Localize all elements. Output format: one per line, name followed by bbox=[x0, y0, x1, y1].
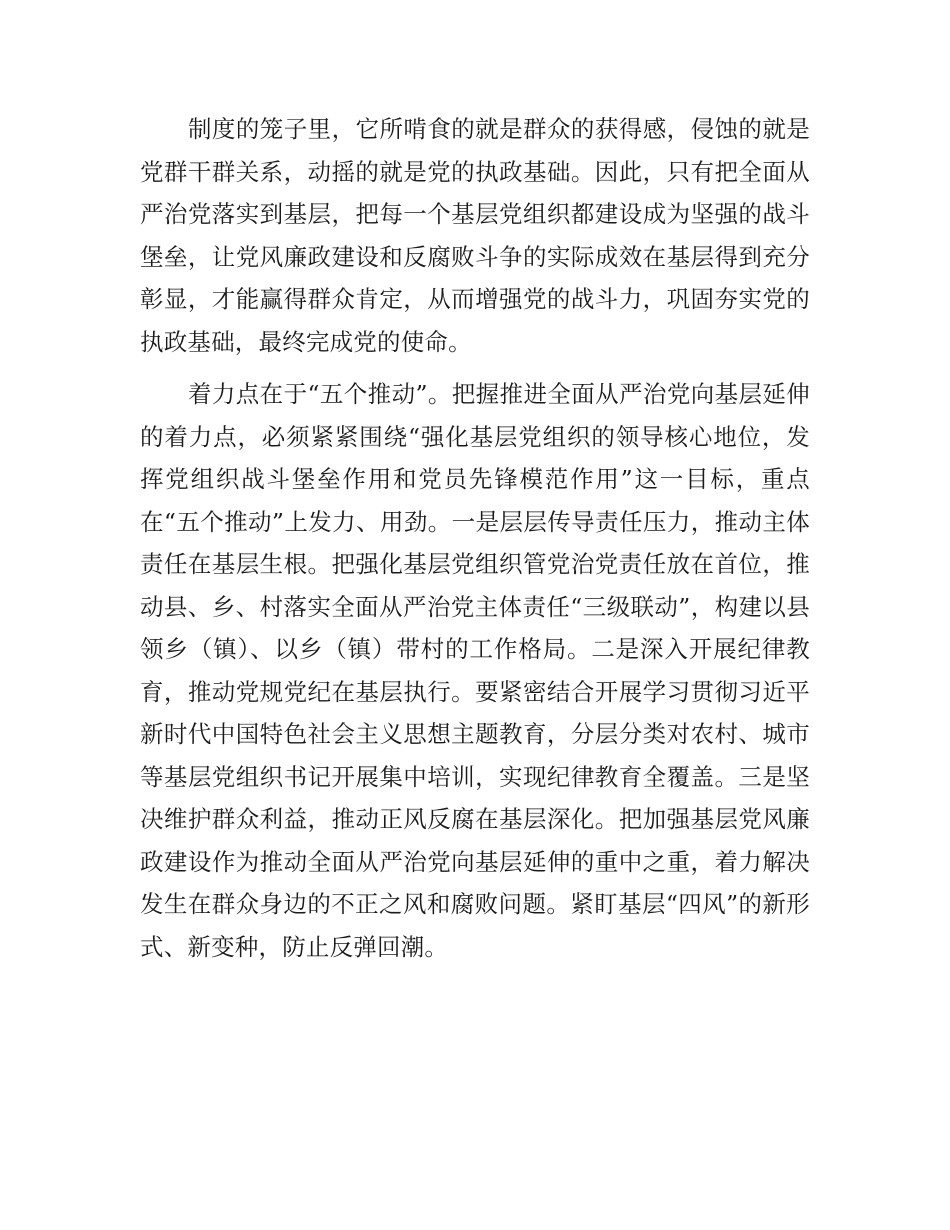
paragraph-2: 着力点在于“五个推动”。把握推进全面从严治党向基层延伸的着力点，必须紧紧围绕“强化基层党组织的领导核心地位，发挥党组织战斗堡垒作用和党员先锋模范作用”这一目标，重点在“五个推动”上发力、用劲。一是层层传导责任压力，推动主体责任在基层生根。把强化基层党组织管党治党责任放在首位，推动县、乡、村落实全面从严治党主体责任“三级联动”，构建以县领乡（镇）、以乡（镇）带村的工作格局。二是深入开展纪律教育，推动党规党纪在基层执行。要紧密结合开展学习贯彻习近平新时代中国特色社会主义思想主题教育，分层分类对农村、城市等基层党组织书记开展集中培训，实现纪律教育全覆盖。三是坚决维护群众利益，推动正风反腐在基层深化。把加强基层党风廉政建设作为推动全面从严治党向基层延伸的重中之重，着力解决发生在群众身边的不正之风和腐败问题。紧盯基层“四风”的新形式、新变种，防止反弹回潮。 bbox=[140, 380, 810, 961]
body-text bbox=[140, 108, 810, 968]
paragraph-1: 制度的笼子里，它所啃食的就是群众的获得感，侵蚀的就是党群干群关系，动摇的就是党的执政基础。因此，只有把全面从严治党落实到基层，把每一个基层党组织都建设成为坚强的战斗堡垒，让党风廉政建设和反腐败斗争的实际成效在基层得到充分彰显，才能赢得群众肯定，从而增强党的战斗力，巩固夯实党的执政基础，最终完成党的使命。 bbox=[140, 115, 810, 356]
